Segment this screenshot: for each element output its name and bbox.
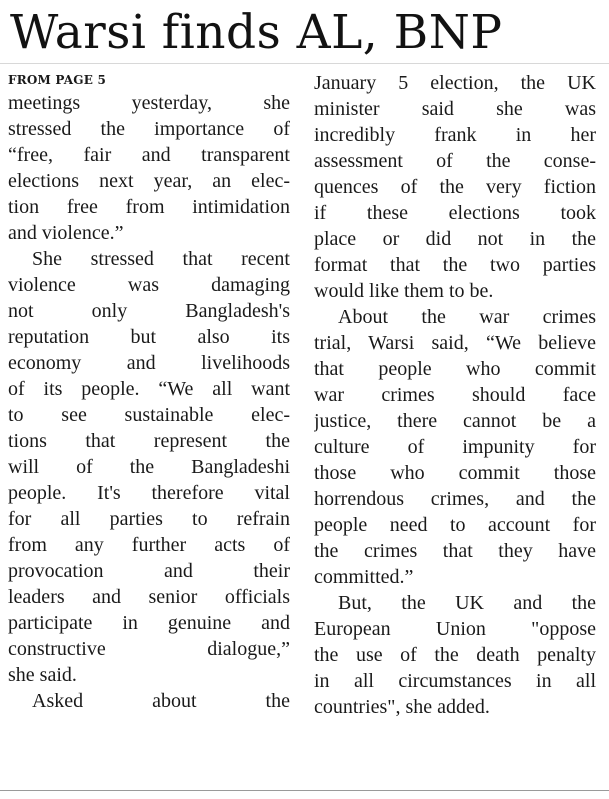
body-line: the crimes that they have — [314, 540, 596, 562]
headline: Warsi finds AL, BNP — [10, 5, 503, 60]
body-line: will of the Bangladeshi — [8, 456, 290, 478]
bottom-rule — [0, 790, 609, 791]
body-line: for all parties to refrain — [8, 508, 290, 530]
body-line: war crimes should face — [314, 384, 596, 406]
body-line: Asked about the — [32, 690, 290, 712]
body-line: violence was damaging — [8, 274, 290, 296]
body-line: of its people. “We all want — [8, 378, 290, 400]
body-line: provocation and their — [8, 560, 290, 582]
right-column — [314, 70, 596, 720]
body-line: not only Bangladesh's — [8, 300, 290, 322]
body-line: trial, Warsi said, “We believe — [314, 332, 596, 354]
body-line: culture of impunity for — [314, 436, 596, 458]
body-line: participate in genuine and — [8, 612, 290, 634]
body-line: tions that represent the — [8, 430, 290, 452]
body-line: But, the UK and the — [338, 592, 596, 614]
body-line: economy and livelihoods — [8, 352, 290, 374]
body-line: European Union "oppose — [314, 618, 596, 640]
body-line: that people who commit — [314, 358, 596, 380]
body-line: and violence.” — [8, 222, 124, 244]
body-line: committed.” — [314, 566, 414, 588]
body-line: to see sustainable elec- — [8, 404, 290, 426]
left-column — [8, 70, 290, 714]
body-line: meetings yesterday, she — [8, 92, 290, 114]
body-line: place or did not in the — [314, 228, 596, 250]
body-line: assessment of the conse- — [314, 150, 596, 172]
body-line: stressed the importance of — [8, 118, 290, 140]
body-line: leaders and senior officials — [8, 586, 290, 608]
body-line: from any further acts of — [8, 534, 290, 556]
body-line: justice, there cannot be a — [314, 410, 596, 432]
body-line: January 5 election, the UK — [314, 72, 596, 94]
body-line: “free, fair and transparent — [8, 144, 290, 166]
body-line: She stressed that recent — [32, 248, 290, 270]
headline-divider — [0, 63, 609, 64]
body-line: horrendous crimes, and the — [314, 488, 596, 510]
body-line: if these elections took — [314, 202, 596, 224]
body-line: countries", she added. — [314, 696, 490, 718]
body-line: those who commit those — [314, 462, 596, 484]
continued-from-label: FROM PAGE 5 — [8, 73, 106, 87]
body-line: About the war crimes — [338, 306, 596, 328]
body-line: people. It's therefore vital — [8, 482, 290, 504]
body-line: people need to account for — [314, 514, 596, 536]
body-line: elections next year, an elec- — [8, 170, 290, 192]
body-line: the use of the death penalty — [314, 644, 596, 666]
body-line: incredibly frank in her — [314, 124, 596, 146]
body-line: constructive dialogue,” — [8, 638, 290, 660]
body-line: would like them to be. — [314, 280, 494, 302]
body-line: in all circumstances in all — [314, 670, 596, 692]
body-line: she said. — [8, 664, 77, 686]
body-line: quences of the very fiction — [314, 176, 596, 198]
body-line: minister said she was — [314, 98, 596, 120]
body-line: tion free from intimidation — [8, 196, 290, 218]
body-line: format that the two parties — [314, 254, 596, 276]
body-line: reputation but also its — [8, 326, 290, 348]
